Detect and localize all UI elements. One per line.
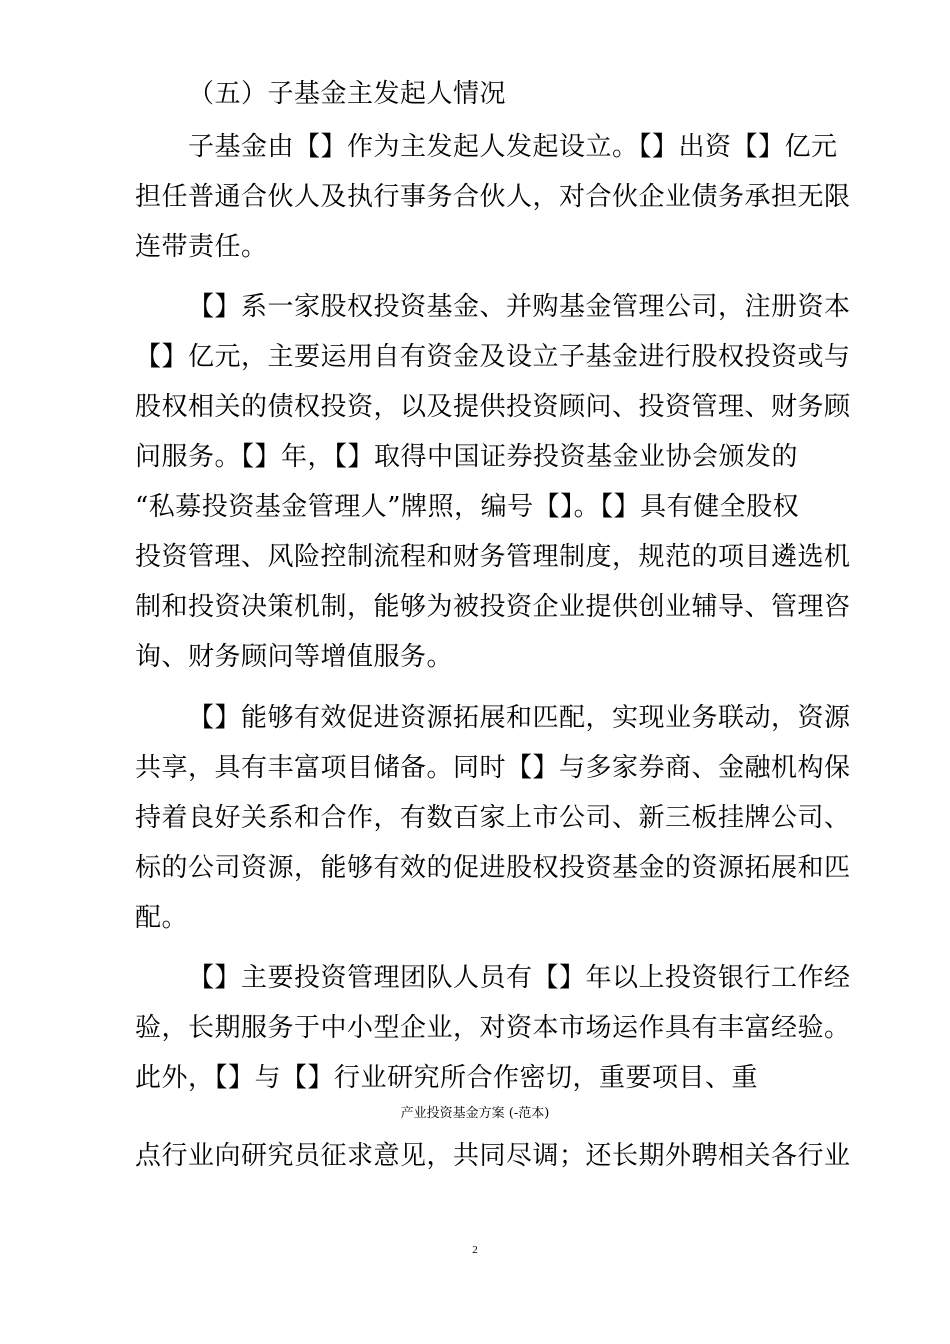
paragraph-3-line-4: 标的公司资源，能够有效的促进股权投资基金的资源拓展和匹 xyxy=(135,853,851,883)
paragraph-1-line-1: 子基金由【】作为主发起人发起设立。【】出资【】亿元 xyxy=(188,132,838,162)
paragraph-1-line-3: 连带责任。 xyxy=(135,232,268,262)
section-heading: （五）子基金主发起人情况 xyxy=(188,79,507,109)
paragraph-3-line-3: 持着良好关系和合作，有数百家上市公司、新三板挂牌公司、 xyxy=(135,803,851,833)
paragraph-2-line-6: 投资管理、风险控制流程和财务管理制度，规范的项目遴选机 xyxy=(135,542,851,572)
paragraph-3-line-2: 共享，具有丰富项目储备。同时【】与多家券商、金融机构保 xyxy=(135,753,851,783)
paragraph-2-line-3: 股权相关的债权投资，以及提供投资顾问、投资管理、财务顾 xyxy=(135,392,851,422)
page-number: 2 xyxy=(472,1244,478,1256)
continuation-line: 点行业向研究员征求意见，共同尽调；还长期外聘相关各行业 xyxy=(135,1141,851,1171)
paragraph-2-line-7: 制和投资决策机制，能够为被投资企业提供创业辅导、管理咨 xyxy=(135,592,851,622)
paragraph-4-line-3: 此外，【】与【】行业研究所合作密切，重要项目、重 xyxy=(135,1063,759,1093)
paragraph-2-line-4: 问服务。【】年，【】取得中国证券投资基金业协会颁发的 xyxy=(135,442,799,472)
paragraph-4-line-1: 【】主要投资管理团队人员有【】年以上投资银行工作经 xyxy=(188,963,851,993)
paragraph-4-line-2: 验，长期服务于中小型企业，对资本市场运作具有丰富经验。 xyxy=(135,1013,851,1043)
paragraph-3-line-1: 【】能够有效促进资源拓展和匹配，实现业务联动，资源 xyxy=(188,703,851,733)
running-header: 产业投资基金方案 (-范本) xyxy=(400,1106,550,1121)
paragraph-2-line-1: 【】系一家股权投资基金、并购基金管理公司，注册资本 xyxy=(188,292,851,322)
paragraph-2-line-8: 询、财务顾问等增值服务。 xyxy=(135,642,454,672)
paragraph-2-line-5: “私募投资基金管理人”牌照，编号【】。【】具有健全股权 xyxy=(135,492,800,522)
paragraph-3-line-5: 配。 xyxy=(135,903,189,933)
paragraph-1-line-2: 担任普通合伙人及执行事务合伙人，对合伙企业债务承担无限 xyxy=(135,182,851,212)
paragraph-2-line-2: 【】亿元，主要运用自有资金及设立子基金进行股权投资或与 xyxy=(135,342,851,372)
